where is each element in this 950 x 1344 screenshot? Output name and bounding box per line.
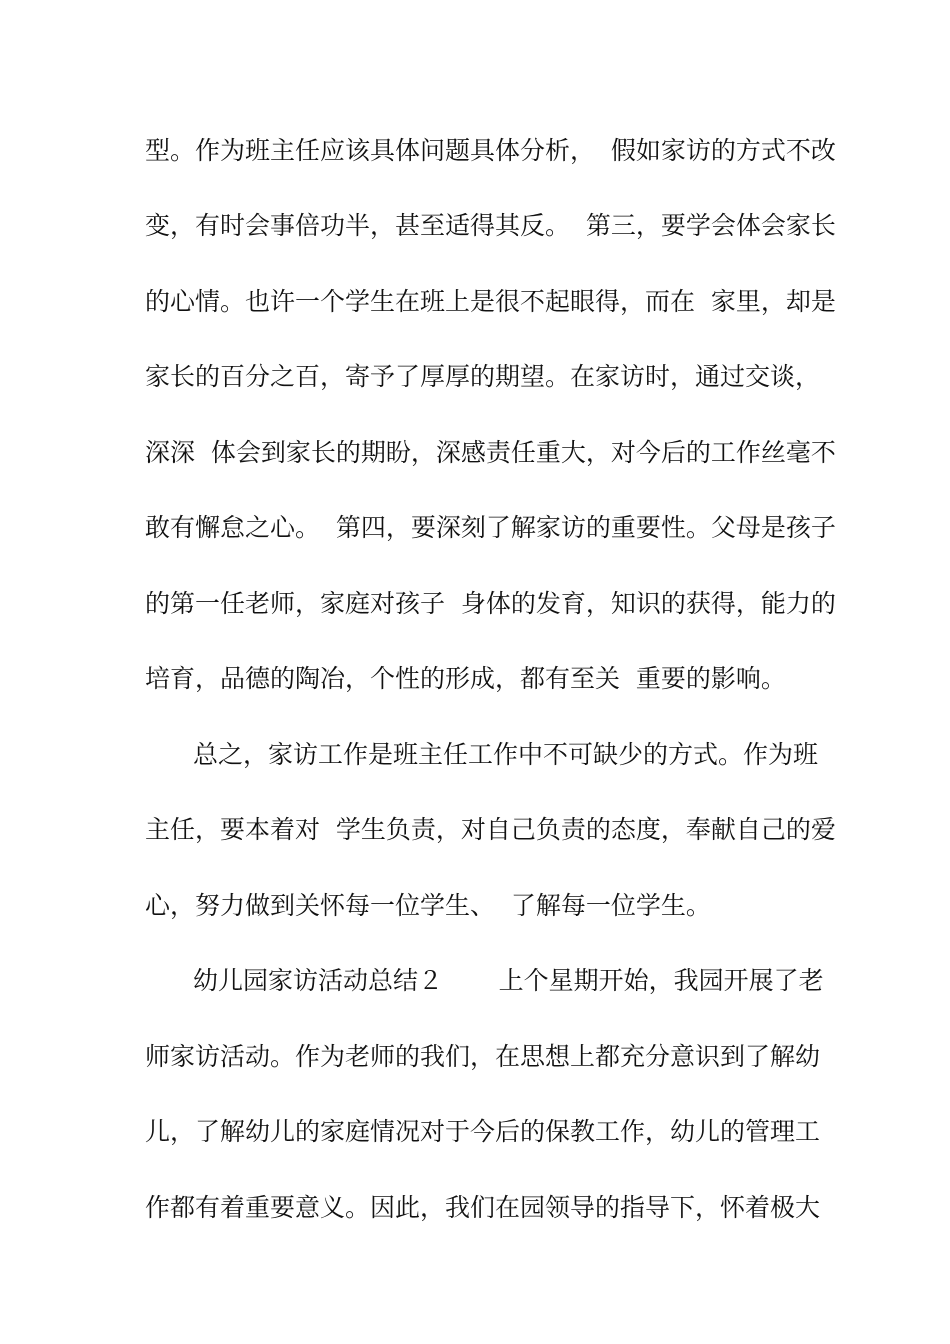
text-line: 主任，要本着对 学生负责，对自己负责的态度，奉献自己的爱 <box>145 815 836 844</box>
text-line: 师家访活动。作为老师的我们，在思想上都充分意识到了解幼 <box>145 1042 821 1071</box>
text-line: 心，努力做到关怀每一位学生、 了解每一位学生。 <box>145 891 711 920</box>
text-line: 作都有着重要意义。因此，我们在园领导的指导下，怀着极大 <box>145 1193 821 1222</box>
text-line: 培育，品德的陶冶，个性的形成，都有至关 重要的影响。 <box>145 664 786 693</box>
text-line: 幼儿园家访活动总结２ 上个星期开始，我园开展了老 <box>193 966 824 995</box>
text-line: 深深 体会到家长的期盼，深感责任重大，对今后的工作丝毫不 <box>145 438 836 467</box>
text-line: 家长的百分之百，寄予了厚厚的期望。在家访时，通过交谈， <box>145 362 821 391</box>
text-line: 总之，家访工作是班主任工作中不可缺少的方式。作为班 <box>193 740 819 769</box>
text-line: 型。作为班主任应该具体问题具体分析， 假如家访的方式不改 <box>145 136 836 165</box>
text-line: 敢有懈怠之心。 第四，要深刻了解家访的重要性。父母是孩子 <box>145 513 836 542</box>
text-line: 的心情。也许一个学生在班上是很不起眼得，而在 家里，却是 <box>145 287 836 316</box>
text-line: 的第一任老师，家庭对孩子 身体的发育，知识的获得，能力的 <box>145 589 836 618</box>
text-line: 儿，了解幼儿的家庭情况对于今后的保教工作，幼儿的管理工 <box>145 1117 821 1146</box>
text-line: 变，有时会事倍功半，甚至适得其反。 第三，要学会体会家长 <box>145 211 836 240</box>
